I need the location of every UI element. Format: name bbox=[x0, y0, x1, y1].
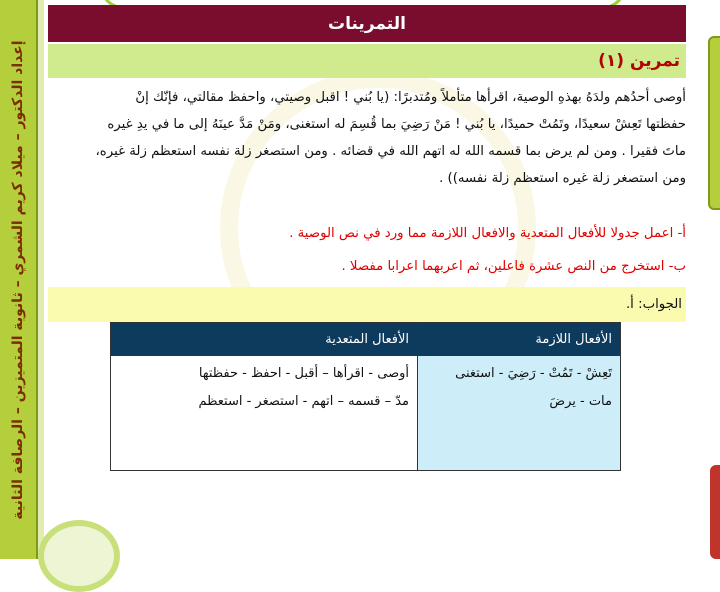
verbs-table bbox=[110, 322, 621, 471]
transitive-header: الأفعال المتعدية bbox=[111, 323, 418, 356]
answer-bar bbox=[48, 287, 686, 322]
right-tab-red bbox=[710, 465, 720, 559]
transitive-line: أوصى - اقرأها – أقبل - احفظ - حفظتها bbox=[198, 366, 409, 381]
exercise-title: تمرين (١) bbox=[598, 51, 680, 71]
transitive-cell bbox=[111, 356, 418, 471]
passage-line: أوصى أحدُهم ولدَهُ بهذهِ الوصية، اقرأها متأملاً ومُتدبرًا: (يا بُني ! اقبل وصيتي، واحفظ مقالتي، فإنّك إنْ bbox=[135, 90, 686, 105]
section-header bbox=[48, 5, 686, 42]
section-title: التمرينات bbox=[328, 13, 406, 34]
intransitive-cell bbox=[418, 356, 621, 471]
passage-line: حفظتها تَعِشْ سعيدًا، وتَمُتْ حميدًا، يا بُني ! مَنْ رَضِيَ بما قُسِمَ له استغنى، ومَنْ مَدَّ عينَهُ إلى ما في يدِ غيره bbox=[107, 117, 686, 132]
right-tab-green bbox=[708, 36, 720, 210]
answer-label: الجواب: أ. bbox=[625, 297, 682, 312]
intransitive-line: تَعِشْ - تَمُتْ - رَضِيَ - استغنى bbox=[455, 366, 612, 381]
passage-line: ماتَ فقيرا . ومن لم يرض بما قسمه الله له اتهم الله في قضائه . ومن استصغر زلة نفسه استعظم زلة غيره، bbox=[95, 144, 686, 159]
passage-text bbox=[48, 84, 686, 192]
table-header-row bbox=[111, 323, 621, 356]
table-row bbox=[111, 356, 621, 471]
exercise-header bbox=[48, 44, 686, 78]
question-a: أ- اعمل جدولا للأفعال المتعدية والافعال اللازمة مما ورد في نص الوصية . bbox=[289, 226, 686, 241]
transitive-line: مدّ – قسمه – اتهم - استصغر - استعظم bbox=[198, 394, 409, 409]
passage-line: ومن استصغر زلة غيره استعظم زلة نفسه)) . bbox=[439, 171, 686, 186]
intransitive-line: مات - يرضَ bbox=[549, 394, 612, 409]
side-band bbox=[0, 0, 39, 559]
intransitive-header: الأفعال اللازمة bbox=[418, 323, 621, 356]
author-credit: إعداد الدكتور – ميلاد كريم الشمري – ثانوية المتميزين – الرصافة الثانية bbox=[10, 39, 26, 520]
side-stripe bbox=[38, 0, 44, 559]
question-b: ب- استخرج من النص عشرة فاعلين، ثم اعربهما اعرابا مفصلا . bbox=[341, 259, 686, 274]
corner-logo bbox=[38, 520, 120, 592]
